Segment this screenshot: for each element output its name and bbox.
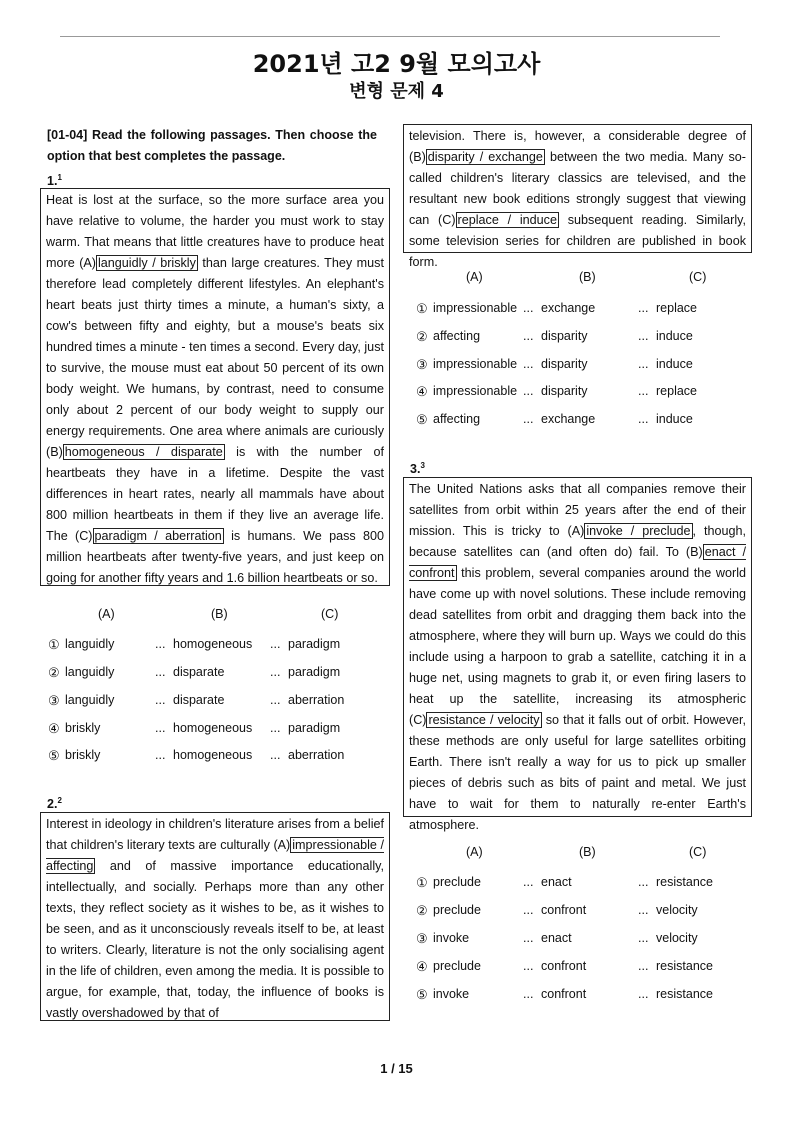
option-b: confront <box>541 959 587 973</box>
option-c: paradigm <box>288 637 341 651</box>
option-c: velocity <box>656 903 698 917</box>
option-c: paradigm <box>288 721 341 735</box>
ellipsis: ... <box>523 301 534 315</box>
option-number: ③ <box>48 693 60 708</box>
option-b: disparity <box>541 357 588 371</box>
passage-text: so that it falls out of orbit. However, these methods are only useful for large satellites orbiting Earth. There isn't really a way for us to pick up smaller pieces of debris such as bits of paint and metal. We just have to wait for them to naturally re-enter Earth's atmosphere. <box>409 713 747 832</box>
option-b: exchange <box>541 412 596 426</box>
ellipsis: ... <box>523 412 534 426</box>
passage-text: this problem, several companies around the world have come up with novel solutions. These include removing dead satellites from orbit and dragging them back into the atmosphere, where they will burn up. Ways we could do this include using a harpoon to grab a satellite, catching it in a huge net, using magnets to grab it, or even firing lasers to heat up the satellite, increasing its atmospheric (C) <box>409 566 746 727</box>
ellipsis: ... <box>638 987 649 1001</box>
option-a: briskly <box>65 748 101 762</box>
option-a: invoke <box>433 931 470 945</box>
option-number: ① <box>416 875 428 890</box>
footnote-ref: 1 <box>57 173 62 182</box>
option-c: induce <box>656 329 693 343</box>
option-b: enact <box>541 875 572 889</box>
option-a: impressionable <box>433 384 518 398</box>
blank-choice-box: languidly / briskly <box>97 256 196 270</box>
ellipsis: ... <box>155 721 166 735</box>
option-c: aberration <box>288 748 345 762</box>
option-b: confront <box>541 987 587 1001</box>
option-c: replace <box>656 384 697 398</box>
ellipsis: ... <box>270 721 281 735</box>
passage-2-continued <box>403 124 752 269</box>
option-a: affecting <box>433 412 481 426</box>
option-c: induce <box>656 412 693 426</box>
option-b: disparity <box>541 329 588 343</box>
ellipsis: ... <box>155 665 166 679</box>
option-number: ① <box>416 301 428 316</box>
instructions: [01-04] Read the following passages. Then choose the option that best completes the passage. <box>47 128 377 163</box>
blank-choice-box: disparity / exchange <box>427 150 543 164</box>
option-number: ⑤ <box>416 987 428 1002</box>
blank-choice-box: resistance / velocity <box>428 713 540 727</box>
blank-choice-box: replace / induce <box>457 213 557 227</box>
ellipsis: ... <box>523 931 534 945</box>
option-c: paradigm <box>288 665 341 679</box>
option-column-header: (C) <box>321 607 339 621</box>
passage-2 <box>40 812 390 1021</box>
ellipsis: ... <box>270 665 281 679</box>
passage-text: is with the number of heartbeats they have in a lifetime. Despite the vast differences in heart rates, nearly all mammals have about 800 million heartbeats in them if they live an average life. The (C) <box>46 445 384 543</box>
option-number: ② <box>48 665 60 680</box>
option-a: languidly <box>65 637 115 651</box>
passage-text: , though, because satellites can (and often do) fail. To (B) <box>409 524 746 559</box>
blank-choice-box: invoke / preclude <box>586 524 691 538</box>
footnote-ref: 3 <box>420 461 425 470</box>
option-a: impressionable <box>433 357 518 371</box>
option-c: velocity <box>656 931 698 945</box>
ellipsis: ... <box>523 384 534 398</box>
q-number: 1. <box>47 174 58 189</box>
option-column-header: (B) <box>579 845 596 859</box>
option-column-header: (A) <box>466 845 483 859</box>
option-a: languidly <box>65 693 115 707</box>
q-number: 2. <box>47 797 58 812</box>
header-rule <box>60 36 720 37</box>
option-a: impressionable <box>433 301 518 315</box>
ellipsis: ... <box>638 357 649 371</box>
option-b: homogeneous <box>173 721 253 735</box>
option-number: ④ <box>416 384 428 399</box>
passage-text: Interest in ideology in children's literature arises from a belief that children's literary texts are culturally (A) <box>46 817 384 852</box>
option-number: ⑤ <box>48 748 60 763</box>
q-number: 3. <box>410 462 421 477</box>
ellipsis: ... <box>155 748 166 762</box>
option-a: preclude <box>433 903 481 917</box>
ellipsis: ... <box>523 329 534 343</box>
option-a: briskly <box>65 721 101 735</box>
option-b: exchange <box>541 301 596 315</box>
option-number: ① <box>48 637 60 652</box>
ellipsis: ... <box>638 931 649 945</box>
option-b: homogeneous <box>173 748 253 762</box>
option-c: resistance <box>656 987 713 1001</box>
ellipsis: ... <box>638 959 649 973</box>
option-b: homogeneous <box>173 637 253 651</box>
ellipsis: ... <box>638 875 649 889</box>
option-column-header: (C) <box>689 270 707 284</box>
passage-text: is humans. We pass 800 million heartbeats after twenty-five years, and just keep on going for another fifty years and 1.6 billion heartbeats or so. <box>46 529 385 585</box>
option-c: replace <box>656 301 697 315</box>
ellipsis: ... <box>638 384 649 398</box>
option-number: ⑤ <box>416 412 428 427</box>
option-number: ④ <box>48 721 60 736</box>
ellipsis: ... <box>638 301 649 315</box>
option-number: ③ <box>416 931 428 946</box>
passage-text: and of massive importance educationally, intellectually, and socially. Perhaps more than any other texts, they reflect society as it wishes to be, as it wishes to be seen, and as it unconsciously reveals itself to be, at least to writers. Clearly, literature is not the only socialising agent in the life of children, even among the media. It is possible to argue, for example, that, today, the influence of books is vastly overshadowed by that of <box>46 859 384 1020</box>
option-b: confront <box>541 903 587 917</box>
blank-choice-box: paradigm / aberration <box>94 529 222 543</box>
passage-text: television. There is, however, a considerable degree of (B) <box>409 129 746 164</box>
option-a: preclude <box>433 875 481 889</box>
passage-text: between the two media. Many so-called children's literary classics are televised, and the resultant new book editions strongly suggest that viewing can (C) <box>409 150 746 227</box>
ellipsis: ... <box>638 903 649 917</box>
option-a: affecting <box>433 329 481 343</box>
ellipsis: ... <box>523 959 534 973</box>
footnote-ref: 2 <box>57 796 62 805</box>
ellipsis: ... <box>155 637 166 651</box>
ellipsis: ... <box>270 748 281 762</box>
option-c: induce <box>656 357 693 371</box>
passage-text: Heat is lost at the surface, so the more surface area you have relative to volume, the harder you must work to stay warm. That means that little creatures have to produce heat more (A) <box>46 193 384 270</box>
option-column-header: (B) <box>579 270 596 284</box>
ellipsis: ... <box>270 637 281 651</box>
option-number: ② <box>416 329 428 344</box>
ellipsis: ... <box>155 693 166 707</box>
passage-text: The United Nations asks that all companies remove their satellites from orbit within 25 years after the end of their mission. This is tricky to (A) <box>409 482 746 538</box>
ellipsis: ... <box>523 987 534 1001</box>
option-column-header: (A) <box>98 607 115 621</box>
passage-text: than large creatures. They must therefore lead completely different lifestyles. An elephant's heart beats just thirty times a minute, a human's sixty, a cow's between fifty and eighty, but a mouse's beats six hundred times a minute - ten times a second. Every day, just to survive, the mouse must eat about 50 percent of its own body weight. We humans, by contrast, need to consume only about 2 percent of our body weight to supply our energy requirements. One area where animals are curiously (B) <box>46 256 384 459</box>
ellipsis: ... <box>523 903 534 917</box>
blank-choice-box: enact / confront <box>409 545 746 580</box>
option-b: disparity <box>541 384 588 398</box>
page-indicator: 1 / 15 <box>380 1061 413 1076</box>
ellipsis: ... <box>638 329 649 343</box>
option-number: ③ <box>416 357 428 372</box>
option-c: resistance <box>656 875 713 889</box>
option-number: ④ <box>416 959 428 974</box>
option-column-header: (B) <box>211 607 228 621</box>
passage-1 <box>40 188 390 586</box>
ellipsis: ... <box>270 693 281 707</box>
option-c: resistance <box>656 959 713 973</box>
option-a: preclude <box>433 959 481 973</box>
option-a: languidly <box>65 665 115 679</box>
option-a: invoke <box>433 987 470 1001</box>
option-b: disparate <box>173 665 225 679</box>
option-column-header: (C) <box>689 845 707 859</box>
blank-choice-box: homogeneous / disparate <box>64 445 223 459</box>
passage-3 <box>403 477 752 832</box>
passage-text: subsequent reading. Similarly, some television series for children are published in book form. <box>409 213 746 269</box>
page-subtitle: 변형 문제 4 <box>349 81 444 102</box>
option-b: enact <box>541 931 572 945</box>
page-title: 2021년 고2 9월 모의고사 <box>252 50 541 78</box>
ellipsis: ... <box>523 357 534 371</box>
blank-choice-box: impressionable / affecting <box>46 838 384 873</box>
option-b: disparate <box>173 693 225 707</box>
option-column-header: (A) <box>466 270 483 284</box>
ellipsis: ... <box>638 412 649 426</box>
option-number: ② <box>416 903 428 918</box>
option-c: aberration <box>288 693 345 707</box>
ellipsis: ... <box>523 875 534 889</box>
